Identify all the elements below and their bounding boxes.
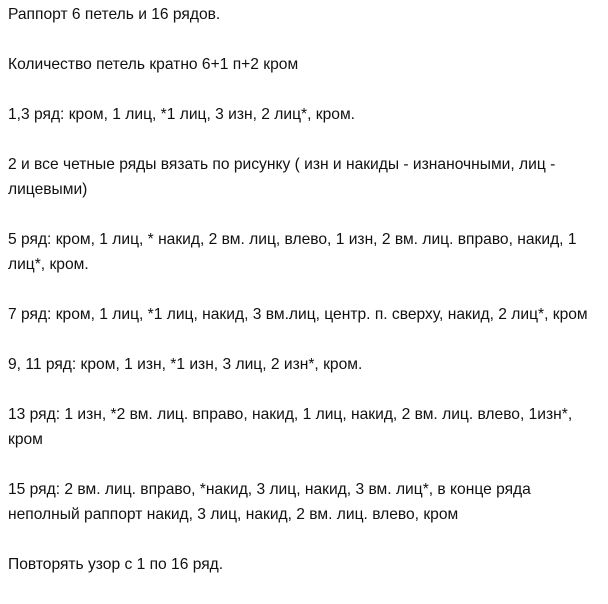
row-9-11-instruction: 9, 11 ряд: кром, 1 изн, *1 изн, 3 лиц, 2 изн*, кром. [8,356,363,373]
knitting-pattern-document [8,2,604,577]
even-rows-instruction: 2 и все четные ряды вязать по рисунку ( изн и накиды - изнаночными, лиц - лицевыми) [8,156,556,198]
repeat-pattern-line: Повторять узор с 1 по 16 ряд. [8,556,224,573]
row-1-3-instruction: 1,3 ряд: кром, 1 лиц, *1 лиц, 3 изн, 2 лиц*, кром. [8,106,355,123]
row-15-instruction: 15 ряд: 2 вм. лиц. вправо, *накид, 3 лиц, накид, 3 вм. лиц*, в конце ряда неполный раппорт накид, 3 лиц, накид, 2 вм. лиц. влево, кром [8,481,531,523]
row-5-instruction: 5 ряд: кром, 1 лиц, * накид, 2 вм. лиц, влево, 1 изн, 2 вм. лиц. вправо, накид, 1 лиц*, кром. [8,231,577,273]
row-7-instruction: 7 ряд: кром, 1 лиц, *1 лиц, накид, 3 вм.лиц, центр. п. сверху, накид, 2 лиц*, кром [8,306,588,323]
stitch-count-line: Количество петель кратно 6+1 п+2 кром [8,56,299,73]
row-13-instruction: 13 ряд: 1 изн, *2 вм. лиц. вправо, накид, 1 лиц, накид, 2 вм. лиц. влево, 1изн*, кром [8,406,573,448]
pattern-repeat-line: Раппорт 6 петель и 16 рядов. [8,6,221,23]
